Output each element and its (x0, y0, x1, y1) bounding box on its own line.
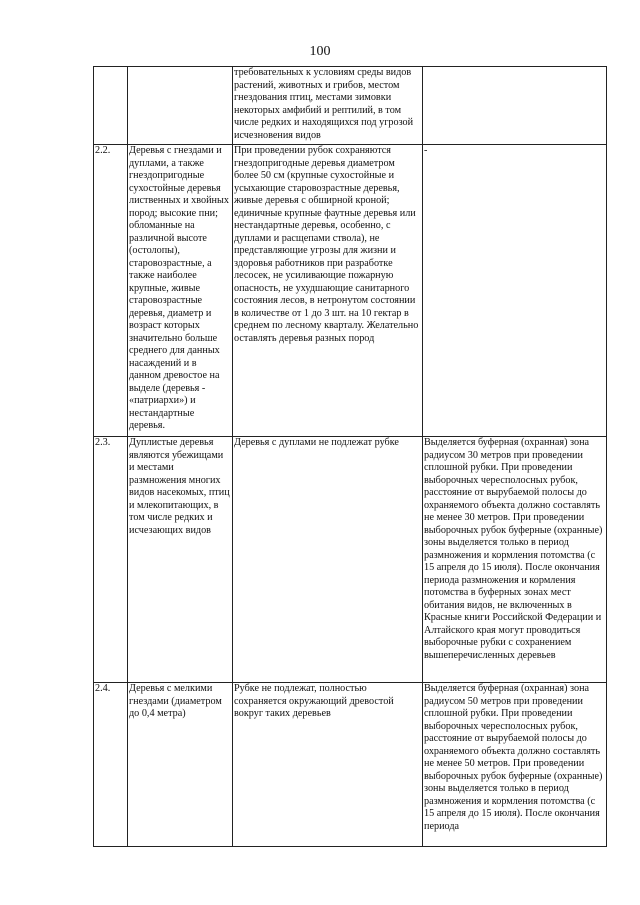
table-row (94, 67, 607, 145)
row-number-cell: 2.4. (94, 683, 128, 847)
table-row (94, 145, 607, 437)
object-cell: Деревья с мелкими гнездами (диаметром до 0,4 метра) (128, 683, 233, 847)
buffer-zone-cell: - (423, 145, 607, 437)
object-cell (128, 67, 233, 145)
object-cell: Дуплистые деревья являются убежищами и местами размножения многих видов насекомых, птиц и млекопитающих, в том числе редких и исчезающих видов (128, 437, 233, 683)
page-number: 100 (309, 44, 331, 59)
requirement-cell: Рубке не подлежат, полностью сохраняется окружающий древостой вокруг таких деревьев (233, 683, 423, 847)
buffer-zone-cell (423, 67, 607, 145)
buffer-zone-cell: Выделяется буферная (охранная) зона радиусом 50 метров при проведении сплошной рубки. При проведении выборочных чересполосных рубок, расстояние от вырубаемой полосы до охраняемого объекта должно составлять не менее 50 метров. При проведении выборочных рубок буферные (охранные) зоны выделяется только в период размножения и кормления потомства (с 15 апреля до 15 июля). После окончания периода (423, 683, 607, 847)
requirements-table (93, 66, 607, 847)
requirement-cell: требовательных к условиям среды видов растений, животных и грибов, местом гнездования птиц, местами зимовки некоторых амфибий и рептилий, в том числе редких и находящихся под угрозой исчезновения видов (233, 67, 423, 145)
buffer-zone-cell: Выделяется буферная (охранная) зона радиусом 30 метров при проведении сплошной рубки. При проведении выборочных чересполосных рубок, расстояние от вырубаемой полосы до охраняемого объекта должно составлять не менее 30 метров. При проведении выборочных рубок буферные (охранные) зоны выделяется только в период размножения и кормления потомства (с 15 апреля до 15 июля). После окончания периода размножения и кормления потомства в буферных зонах мест обитания видов, не включенных в Красные книги Российской Федерации и Алтайского края могут проводиться выборочные рубки с сохранением вышеперечисленных деревьев (423, 437, 607, 683)
row-number-cell: 2.3. (94, 437, 128, 683)
row-number-cell: 2.2. (94, 145, 128, 437)
requirement-cell: При проведении рубок сохраняются гнездопригодные деревья диаметром более 50 см (крупные сухостойные и усыхающие старовозрастные деревья, живые деревья с обширной кроной; единичные крупные фаутные деревья или нестандартные деревья, особенно, с дуплами и расщепами ствола), не представляющие угрозы для жизни и здоровья работников при разработке лесосек, не усиливающие пожарную опасность, не ухудшающие санитарного состояния лесов, в нетронутом состоянии в количестве от 1 до 3 шт. на 10 гектар в среднем по лесному кварталу. Желательно оставлять деревья разных пород (233, 145, 423, 437)
table-row (94, 683, 607, 847)
requirement-cell: Деревья с дуплами не подлежат рубке (233, 437, 423, 683)
object-cell: Деревья с гнездами и дуплами, а также гнездопригодные сухостойные деревья лиственных и хвойных пород; высокие пни; обломанные на различной высоте (остолопы), старовозрастные, а также наиболее крупные, живые старовозрастные деревья, диаметр и возраст которых значительно больше среднего для данных насаждений и в данном древостое на выделе (деревья - «патриархи») и нестандартные деревья. (128, 145, 233, 437)
row-number-cell (94, 67, 128, 145)
table-row (94, 437, 607, 683)
